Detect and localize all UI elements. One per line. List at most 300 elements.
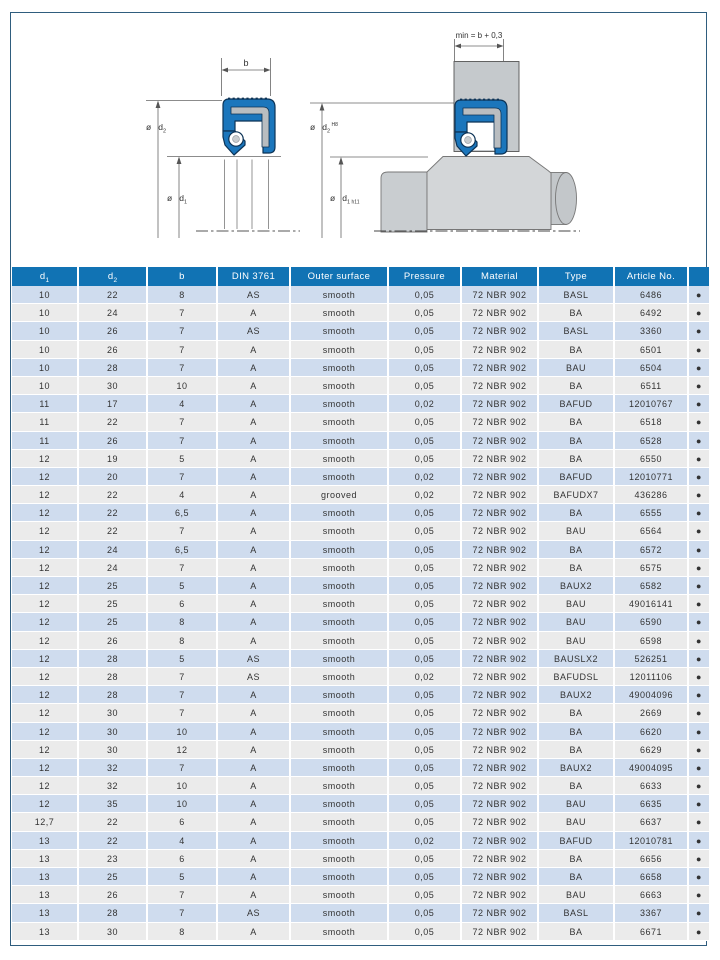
cell-material: 72 NBR 902 [462, 504, 539, 522]
cell-b: 6 [148, 850, 218, 868]
cell-article-no: 6486 [615, 286, 689, 304]
cell-b: 4 [148, 832, 218, 850]
seal-dimension-table [12, 267, 709, 941]
cell-material: 72 NBR 902 [462, 432, 539, 450]
table-row [12, 723, 709, 741]
availability-dot: ● [689, 595, 709, 613]
cell-d1: 12 [12, 704, 79, 722]
cell-din-3761: A [218, 577, 291, 595]
cell-d1: 11 [12, 395, 79, 413]
availability-dot: ● [689, 686, 709, 704]
cell-pressure: 0,02 [389, 486, 462, 504]
cell-din-3761: A [218, 341, 291, 359]
cell-d2: 22 [79, 486, 148, 504]
column-header-material: Material [462, 267, 539, 286]
cell-pressure: 0,05 [389, 759, 462, 777]
cell-din-3761: A [218, 759, 291, 777]
cell-article-no: 526251 [615, 650, 689, 668]
cell-d2: 22 [79, 504, 148, 522]
cell-d2: 32 [79, 759, 148, 777]
cell-article-no: 6635 [615, 795, 689, 813]
cell-outer-surface: grooved [291, 486, 389, 504]
cell-pressure: 0,05 [389, 504, 462, 522]
cell-outer-surface: smooth [291, 468, 389, 486]
availability-dot: ● [689, 813, 709, 831]
dimension-d1 [167, 157, 281, 239]
cell-type: BA [539, 432, 615, 450]
cell-outer-surface: smooth [291, 723, 389, 741]
table-row [12, 522, 709, 540]
cell-din-3761: A [218, 777, 291, 795]
cell-type: BA [539, 850, 615, 868]
cell-b: 10 [148, 795, 218, 813]
cell-material: 72 NBR 902 [462, 286, 539, 304]
cell-outer-surface: smooth [291, 595, 389, 613]
table-row [12, 304, 709, 322]
availability-dot: ● [689, 759, 709, 777]
cell-d2: 22 [79, 286, 148, 304]
cell-d1: 12 [12, 504, 79, 522]
dimension-min-width [455, 39, 504, 61]
cell-article-no: 6555 [615, 504, 689, 522]
cell-pressure: 0,05 [389, 377, 462, 395]
availability-dot: ● [689, 923, 709, 941]
cell-b: 7 [148, 413, 218, 431]
cell-outer-surface: smooth [291, 632, 389, 650]
cell-pressure: 0,05 [389, 450, 462, 468]
cell-material: 72 NBR 902 [462, 377, 539, 395]
cell-article-no: 2669 [615, 704, 689, 722]
availability-dot: ● [689, 395, 709, 413]
availability-dot: ● [689, 468, 709, 486]
dim-label-min: min = b + 0,3 [455, 31, 503, 40]
cell-din-3761: A [218, 686, 291, 704]
cell-d2: 23 [79, 850, 148, 868]
cell-din-3761: A [218, 632, 291, 650]
cell-b: 7 [148, 704, 218, 722]
cell-material: 72 NBR 902 [462, 304, 539, 322]
cell-type: BAUX2 [539, 686, 615, 704]
cell-b: 6,5 [148, 504, 218, 522]
dim-label-b: b [243, 58, 249, 68]
cell-material: 72 NBR 902 [462, 486, 539, 504]
cell-d1: 10 [12, 304, 79, 322]
cell-d1: 13 [12, 886, 79, 904]
cell-din-3761: A [218, 522, 291, 540]
cell-din-3761: A [218, 486, 291, 504]
cell-d1: 12 [12, 759, 79, 777]
cell-article-no: 12010767 [615, 395, 689, 413]
cell-pressure: 0,05 [389, 541, 462, 559]
cell-article-no: 6590 [615, 613, 689, 631]
cell-type: BAFUD [539, 468, 615, 486]
cell-b: 8 [148, 923, 218, 941]
cell-din-3761: AS [218, 650, 291, 668]
cell-d2: 22 [79, 832, 148, 850]
table-row [12, 777, 709, 795]
cell-type: BA [539, 413, 615, 431]
cell-d2: 28 [79, 359, 148, 377]
cell-din-3761: AS [218, 322, 291, 340]
cell-material: 72 NBR 902 [462, 613, 539, 631]
cell-d1: 10 [12, 359, 79, 377]
cell-b: 7 [148, 904, 218, 922]
cell-d2: 30 [79, 741, 148, 759]
cell-article-no: 6629 [615, 741, 689, 759]
cell-pressure: 0,05 [389, 886, 462, 904]
cell-b: 10 [148, 723, 218, 741]
availability-dot: ● [689, 613, 709, 631]
cell-outer-surface: smooth [291, 704, 389, 722]
cell-din-3761: A [218, 413, 291, 431]
cell-material: 72 NBR 902 [462, 341, 539, 359]
cell-pressure: 0,05 [389, 650, 462, 668]
left-seal-diagram [146, 58, 300, 238]
column-header-pressure: Pressure [389, 267, 462, 286]
cell-article-no: 6656 [615, 850, 689, 868]
cell-material: 72 NBR 902 [462, 522, 539, 540]
table-row [12, 868, 709, 886]
cell-material: 72 NBR 902 [462, 650, 539, 668]
cell-b: 6 [148, 813, 218, 831]
availability-dot: ● [689, 559, 709, 577]
cell-type: BASL [539, 904, 615, 922]
cell-article-no: 12010781 [615, 832, 689, 850]
cell-b: 6 [148, 595, 218, 613]
seal-cross-section-mounted [455, 100, 507, 156]
cell-material: 72 NBR 902 [462, 559, 539, 577]
availability-dot: ● [689, 304, 709, 322]
cell-type: BA [539, 504, 615, 522]
cell-b: 7 [148, 759, 218, 777]
availability-dot: ● [689, 868, 709, 886]
cell-type: BA [539, 304, 615, 322]
availability-dot: ● [689, 886, 709, 904]
cell-d2: 26 [79, 432, 148, 450]
table-row [12, 850, 709, 868]
cell-din-3761: AS [218, 904, 291, 922]
cell-b: 12 [148, 741, 218, 759]
availability-dot: ● [689, 795, 709, 813]
cell-din-3761: A [218, 813, 291, 831]
cell-d1: 12 [12, 559, 79, 577]
cell-din-3761: A [218, 377, 291, 395]
cell-type: BA [539, 341, 615, 359]
cell-article-no: 12010771 [615, 468, 689, 486]
cell-d1: 13 [12, 904, 79, 922]
cell-type: BASL [539, 322, 615, 340]
cell-outer-surface: smooth [291, 395, 389, 413]
table-row [12, 322, 709, 340]
cell-material: 72 NBR 902 [462, 723, 539, 741]
cell-article-no: 49004096 [615, 686, 689, 704]
cell-d1: 12 [12, 723, 79, 741]
cell-din-3761: A [218, 868, 291, 886]
cell-pressure: 0,05 [389, 923, 462, 941]
cell-b: 10 [148, 377, 218, 395]
cell-d2: 26 [79, 632, 148, 650]
table-row [12, 359, 709, 377]
cell-article-no: 6620 [615, 723, 689, 741]
cell-outer-surface: smooth [291, 522, 389, 540]
dim-label-d2-h8: ø $d_2^{H8}$ [310, 122, 338, 135]
table-row [12, 341, 709, 359]
cell-pressure: 0,05 [389, 741, 462, 759]
cell-material: 72 NBR 902 [462, 359, 539, 377]
cell-b: 7 [148, 668, 218, 686]
availability-dot: ● [689, 522, 709, 540]
cell-d1: 12 [12, 522, 79, 540]
cell-outer-surface: smooth [291, 541, 389, 559]
cell-din-3761: A [218, 450, 291, 468]
cell-outer-surface: smooth [291, 777, 389, 795]
cell-d2: 30 [79, 723, 148, 741]
cell-din-3761: A [218, 304, 291, 322]
cell-pressure: 0,05 [389, 904, 462, 922]
cell-outer-surface: smooth [291, 341, 389, 359]
availability-dot: ● [689, 432, 709, 450]
table-row [12, 395, 709, 413]
cell-article-no: 6663 [615, 886, 689, 904]
cell-material: 72 NBR 902 [462, 632, 539, 650]
table-row [12, 450, 709, 468]
cell-material: 72 NBR 902 [462, 686, 539, 704]
availability-dot: ● [689, 486, 709, 504]
cell-type: BAU [539, 886, 615, 904]
availability-dot: ● [689, 541, 709, 559]
cell-pressure: 0,02 [389, 395, 462, 413]
cell-d2: 22 [79, 522, 148, 540]
cell-d2: 24 [79, 541, 148, 559]
cell-article-no: 6572 [615, 541, 689, 559]
cell-outer-surface: smooth [291, 795, 389, 813]
column-header-din-3761: DIN 3761 [218, 267, 291, 286]
table-row [12, 468, 709, 486]
cell-pressure: 0,05 [389, 795, 462, 813]
cell-d2: 30 [79, 377, 148, 395]
cell-b: 7 [148, 886, 218, 904]
cell-type: BAU [539, 813, 615, 831]
table-row [12, 759, 709, 777]
cell-type: BA [539, 450, 615, 468]
cell-b: 4 [148, 486, 218, 504]
cell-pressure: 0,05 [389, 777, 462, 795]
cell-d2: 25 [79, 577, 148, 595]
cell-pressure: 0,05 [389, 868, 462, 886]
cell-din-3761: AS [218, 668, 291, 686]
cell-b: 5 [148, 650, 218, 668]
cell-outer-surface: smooth [291, 413, 389, 431]
cell-outer-surface: smooth [291, 741, 389, 759]
cell-din-3761: A [218, 795, 291, 813]
shaft [381, 157, 577, 233]
cell-type: BAU [539, 795, 615, 813]
cell-b: 7 [148, 304, 218, 322]
table-row [12, 686, 709, 704]
availability-dot: ● [689, 632, 709, 650]
cell-b: 7 [148, 432, 218, 450]
cell-outer-surface: smooth [291, 286, 389, 304]
cell-d2: 26 [79, 886, 148, 904]
cell-type: BA [539, 777, 615, 795]
cell-b: 7 [148, 322, 218, 340]
cell-article-no: 6504 [615, 359, 689, 377]
cell-material: 72 NBR 902 [462, 813, 539, 831]
cell-pressure: 0,05 [389, 595, 462, 613]
cell-d1: 13 [12, 868, 79, 886]
availability-dot: ● [689, 668, 709, 686]
cell-d2: 30 [79, 923, 148, 941]
availability-dot: ● [689, 650, 709, 668]
table-row [12, 559, 709, 577]
cell-type: BAUX2 [539, 759, 615, 777]
cell-din-3761: A [218, 850, 291, 868]
cell-din-3761: A [218, 359, 291, 377]
cell-d1: 12 [12, 595, 79, 613]
table-row [12, 632, 709, 650]
cell-pressure: 0,05 [389, 432, 462, 450]
cell-din-3761: A [218, 541, 291, 559]
cell-type: BA [539, 559, 615, 577]
table-row [12, 668, 709, 686]
cell-outer-surface: smooth [291, 377, 389, 395]
availability-dot: ● [689, 359, 709, 377]
column-header-d2: $d_2$ [79, 267, 148, 286]
cell-outer-surface: smooth [291, 559, 389, 577]
cell-d1: 10 [12, 286, 79, 304]
cell-type: BA [539, 541, 615, 559]
table-row [12, 923, 709, 941]
availability-dot: ● [689, 286, 709, 304]
table-row [12, 504, 709, 522]
cell-outer-surface: smooth [291, 759, 389, 777]
shaft-bore-lines [225, 160, 269, 230]
cell-outer-surface: smooth [291, 432, 389, 450]
cell-type: BAU [539, 522, 615, 540]
cell-b: 5 [148, 577, 218, 595]
cell-d1: 11 [12, 432, 79, 450]
cell-pressure: 0,05 [389, 522, 462, 540]
dim-label-d1-h11: ø $d_1$ h11 [330, 193, 360, 206]
cell-b: 5 [148, 450, 218, 468]
cell-pressure: 0,05 [389, 850, 462, 868]
cell-d2: 24 [79, 559, 148, 577]
cell-type: BAU [539, 613, 615, 631]
cell-pressure: 0,05 [389, 704, 462, 722]
cell-material: 72 NBR 902 [462, 795, 539, 813]
cell-d2: 32 [79, 777, 148, 795]
cell-d1: 10 [12, 377, 79, 395]
cell-b: 8 [148, 286, 218, 304]
cell-pressure: 0,05 [389, 813, 462, 831]
cell-d1: 12 [12, 777, 79, 795]
table-row [12, 613, 709, 631]
cell-article-no: 6492 [615, 304, 689, 322]
cell-d1: 13 [12, 923, 79, 941]
cell-d2: 17 [79, 395, 148, 413]
cell-din-3761: A [218, 704, 291, 722]
cell-article-no: 49004095 [615, 759, 689, 777]
cell-material: 72 NBR 902 [462, 741, 539, 759]
cell-d1: 12,7 [12, 813, 79, 831]
cell-type: BAFUDX7 [539, 486, 615, 504]
cell-type: BAUSLX2 [539, 650, 615, 668]
cell-b: 7 [148, 341, 218, 359]
cell-article-no: 6528 [615, 432, 689, 450]
cell-din-3761: A [218, 741, 291, 759]
cell-type: BAUX2 [539, 577, 615, 595]
table-row [12, 286, 709, 304]
cell-outer-surface: smooth [291, 850, 389, 868]
cell-b: 8 [148, 613, 218, 631]
right-seal-diagram [310, 31, 580, 238]
availability-dot: ● [689, 704, 709, 722]
cell-d2: 22 [79, 813, 148, 831]
cell-pressure: 0,05 [389, 632, 462, 650]
cell-b: 4 [148, 395, 218, 413]
cell-d2: 19 [79, 450, 148, 468]
column-header-d1: $d_1$ [12, 267, 79, 286]
table-row [12, 486, 709, 504]
cell-outer-surface: smooth [291, 868, 389, 886]
cell-article-no: 6575 [615, 559, 689, 577]
cell-d1: 12 [12, 613, 79, 631]
cell-outer-surface: smooth [291, 832, 389, 850]
cell-outer-surface: smooth [291, 322, 389, 340]
availability-dot: ● [689, 413, 709, 431]
cell-outer-surface: smooth [291, 613, 389, 631]
cell-din-3761: A [218, 504, 291, 522]
cell-outer-surface: smooth [291, 923, 389, 941]
table-row [12, 595, 709, 613]
cell-article-no: 6658 [615, 868, 689, 886]
table-row [12, 541, 709, 559]
cell-article-no: 6637 [615, 813, 689, 831]
column-header-article-no: Article No. [615, 267, 689, 286]
cell-d2: 24 [79, 304, 148, 322]
cell-article-no: 6633 [615, 777, 689, 795]
cell-material: 72 NBR 902 [462, 541, 539, 559]
cell-d1: 12 [12, 686, 79, 704]
cell-material: 72 NBR 902 [462, 468, 539, 486]
cell-pressure: 0,05 [389, 341, 462, 359]
cell-d1: 12 [12, 486, 79, 504]
cell-material: 72 NBR 902 [462, 595, 539, 613]
cell-din-3761: A [218, 613, 291, 631]
cell-d2: 26 [79, 341, 148, 359]
dim-label-d2: ø $d_2$ [146, 122, 166, 135]
column-header-outer-surface: Outer surface [291, 267, 389, 286]
cell-d2: 25 [79, 595, 148, 613]
cell-type: BA [539, 723, 615, 741]
cell-din-3761: A [218, 432, 291, 450]
cell-type: BAU [539, 359, 615, 377]
cell-pressure: 0,05 [389, 286, 462, 304]
cell-d2: 35 [79, 795, 148, 813]
cell-material: 72 NBR 902 [462, 850, 539, 868]
cell-article-no: 6598 [615, 632, 689, 650]
cell-outer-surface: smooth [291, 668, 389, 686]
cell-d2: 20 [79, 468, 148, 486]
cell-d1: 12 [12, 650, 79, 668]
availability-dot: ● [689, 341, 709, 359]
column-header-availability [689, 267, 709, 286]
cell-d2: 28 [79, 650, 148, 668]
cell-material: 72 NBR 902 [462, 832, 539, 850]
cell-d2: 26 [79, 322, 148, 340]
cell-d1: 12 [12, 468, 79, 486]
cell-din-3761: A [218, 468, 291, 486]
